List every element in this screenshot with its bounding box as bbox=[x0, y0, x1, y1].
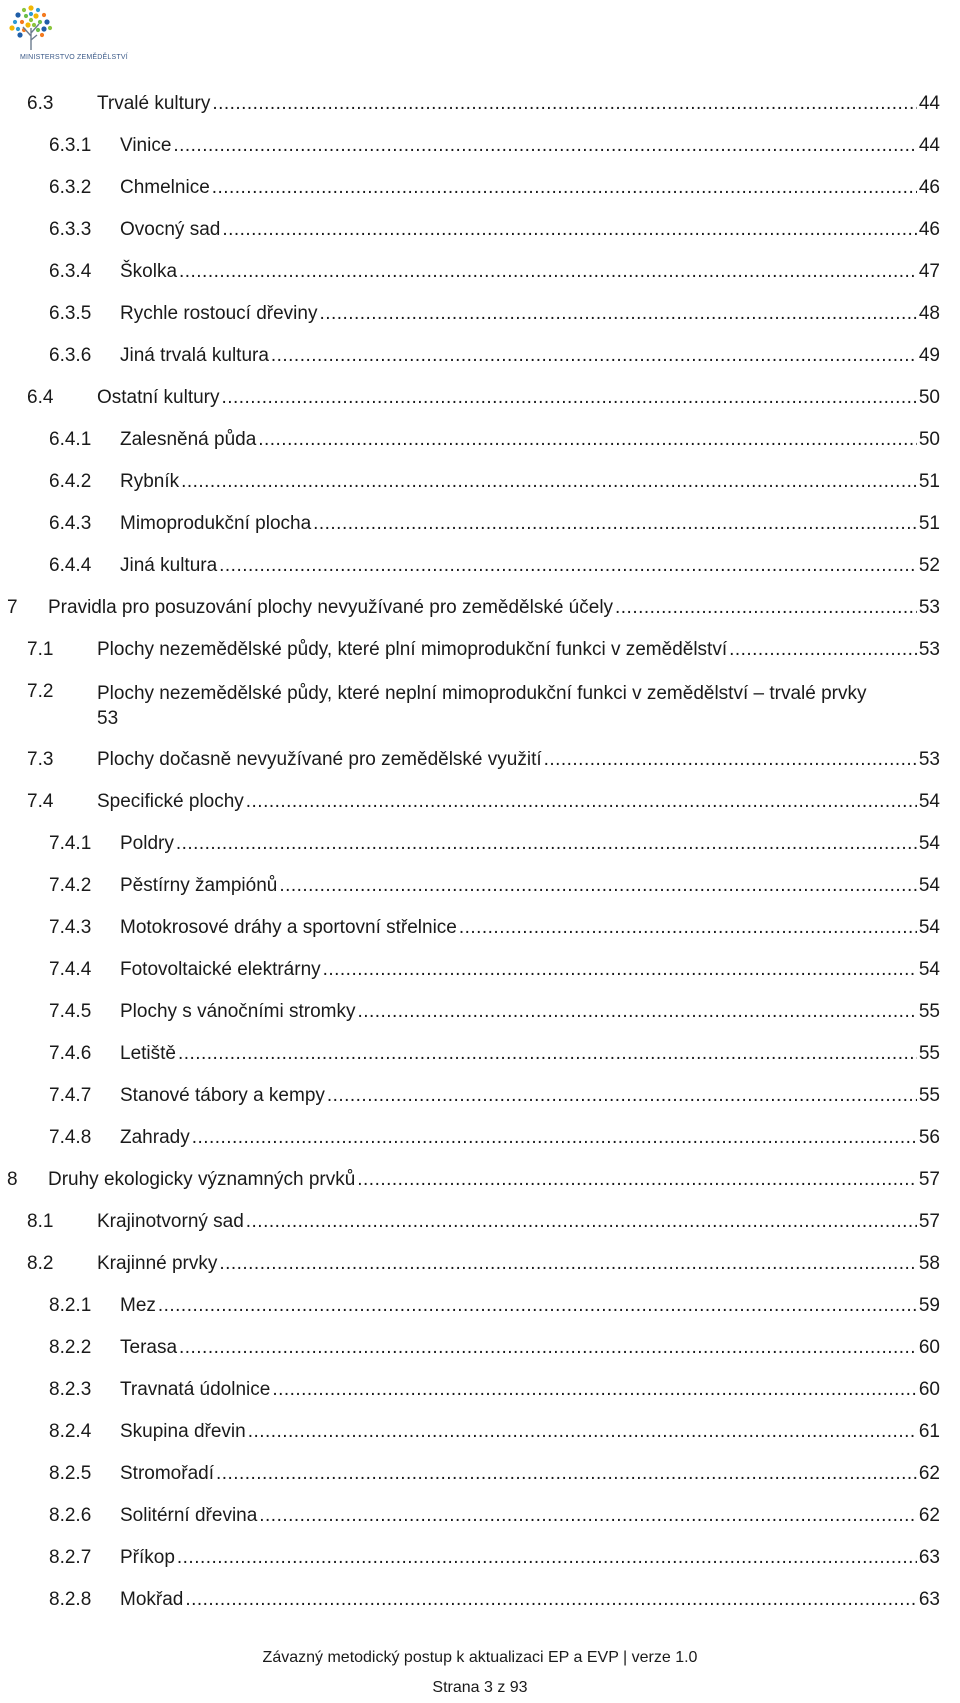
dot-leader bbox=[212, 177, 917, 199]
dot-leader bbox=[212, 93, 917, 115]
toc-entry[interactable] bbox=[0, 1370, 960, 1412]
logo-text: MINISTERSTVO ZEMĚDĚLSTVÍ bbox=[20, 54, 128, 61]
toc-entry-title: Mokřad bbox=[120, 1589, 184, 1610]
toc-entry[interactable] bbox=[0, 1286, 960, 1328]
toc-entry-number: 6.4.1 bbox=[49, 429, 92, 450]
toc-entry-page: 51 bbox=[918, 513, 940, 534]
footer-page-number: Strana 3 z 93 bbox=[432, 1679, 528, 1696]
toc-entry[interactable] bbox=[0, 908, 960, 950]
toc-entry-page: 55 bbox=[918, 1001, 940, 1022]
toc-entry-title: Specifické plochy bbox=[97, 791, 244, 812]
toc-entry[interactable] bbox=[0, 1496, 960, 1538]
toc-entry[interactable] bbox=[0, 546, 960, 588]
toc-entry-number: 7.4.2 bbox=[49, 875, 92, 896]
toc-entry[interactable] bbox=[0, 126, 960, 168]
toc-entry-title: Solitérní dřevina bbox=[120, 1505, 258, 1526]
toc-entry-page: 59 bbox=[918, 1295, 940, 1316]
toc-entry-number: 6.4.3 bbox=[49, 513, 92, 534]
toc-entry[interactable] bbox=[0, 252, 960, 294]
toc-entry-number: 6.4 bbox=[27, 387, 54, 408]
logo-leaf-dot bbox=[36, 28, 40, 32]
toc-entry[interactable] bbox=[0, 420, 960, 462]
toc-entry[interactable] bbox=[0, 1034, 960, 1076]
toc-entry-title: Vinice bbox=[120, 135, 172, 156]
ministry-logo bbox=[4, 2, 154, 70]
toc-entry-title: Rychle rostoucí dřeviny bbox=[120, 303, 318, 324]
toc-entry-number: 8.2.6 bbox=[49, 1505, 92, 1526]
dot-leader bbox=[158, 1295, 917, 1317]
logo-leaf-dot bbox=[36, 8, 40, 12]
toc-entry[interactable] bbox=[0, 336, 960, 378]
toc-entry-title: Školka bbox=[120, 261, 178, 282]
logo-leaf-dot bbox=[40, 33, 44, 37]
logo-leaf-dot bbox=[9, 25, 14, 30]
toc-entry-number: 8.2.7 bbox=[49, 1547, 92, 1568]
toc-entry-page: 55 bbox=[918, 1085, 940, 1106]
toc-entry-number: 6.3.5 bbox=[49, 303, 92, 324]
dot-leader bbox=[185, 1589, 917, 1611]
dot-leader bbox=[222, 387, 917, 409]
toc-entry-title: Zahrady bbox=[120, 1127, 190, 1148]
dot-leader bbox=[279, 875, 917, 897]
toc-entry-number: 7 bbox=[7, 597, 18, 618]
toc-entry[interactable] bbox=[0, 1244, 960, 1286]
toc-entry[interactable] bbox=[0, 1118, 960, 1160]
toc-entry-number: 6.3.3 bbox=[49, 219, 92, 240]
toc-entry[interactable] bbox=[0, 740, 960, 782]
dot-leader bbox=[327, 1085, 917, 1107]
toc-entry-page: 50 bbox=[918, 387, 940, 408]
toc-entry-page: 63 bbox=[918, 1547, 940, 1568]
logo-leaf-dot bbox=[29, 18, 33, 22]
toc-entry-number: 7.4.1 bbox=[49, 833, 92, 854]
toc-entry-title: Skupina dřevin bbox=[120, 1421, 246, 1442]
dot-leader bbox=[259, 1505, 917, 1527]
dot-leader bbox=[248, 1421, 917, 1443]
toc-entry-title: Terasa bbox=[120, 1337, 178, 1358]
dot-leader bbox=[177, 1547, 917, 1569]
toc-entry[interactable] bbox=[0, 462, 960, 504]
toc-entry-page: 44 bbox=[918, 93, 940, 114]
toc-entry-title: Příkop bbox=[120, 1547, 175, 1568]
toc-entry-title: Plochy dočasně nevyužívané pro zemědělské využití bbox=[97, 749, 542, 770]
toc-entry-number: 7.3 bbox=[27, 749, 54, 770]
toc-entry-page: 53 bbox=[918, 749, 940, 770]
toc-entry[interactable] bbox=[0, 84, 960, 126]
toc-entry[interactable] bbox=[0, 1538, 960, 1580]
toc-entry-number: 6.4.4 bbox=[49, 555, 92, 576]
logo-leaf-dot bbox=[13, 20, 17, 24]
dot-leader bbox=[246, 1211, 917, 1233]
dot-leader bbox=[258, 429, 917, 451]
toc-entry-page: 62 bbox=[918, 1463, 940, 1484]
toc-entry-title: Jiná trvalá kultura bbox=[120, 345, 269, 366]
toc-entry[interactable] bbox=[0, 1160, 960, 1202]
logo-leaf-dot bbox=[44, 19, 49, 24]
logo-leaf-dot bbox=[15, 12, 20, 17]
toc-entry[interactable] bbox=[0, 672, 960, 740]
toc-entry[interactable] bbox=[0, 504, 960, 546]
toc-entry-number: 8.2.3 bbox=[49, 1379, 92, 1400]
toc-entry-wrapped-text bbox=[97, 681, 940, 731]
toc-entry-page: 52 bbox=[918, 555, 940, 576]
dot-leader bbox=[313, 513, 917, 535]
dot-leader bbox=[219, 1253, 916, 1275]
logo-leaf-dot bbox=[24, 14, 28, 18]
toc-entry-number: 7.4.8 bbox=[49, 1127, 92, 1148]
toc-entry-title: Plochy nezemědělské půdy, které plní mimoprodukční funkci v zemědělství bbox=[97, 639, 728, 660]
toc-entry-number: 7.4.7 bbox=[49, 1085, 92, 1106]
toc-entry-number: 6.3 bbox=[27, 93, 54, 114]
toc-entry[interactable] bbox=[0, 588, 960, 630]
toc-entry-page: 54 bbox=[918, 959, 940, 980]
toc-entry-title: Poldry bbox=[120, 833, 174, 854]
toc-entry-number: 8.2.4 bbox=[49, 1421, 92, 1442]
toc-entry-number: 8 bbox=[7, 1169, 18, 1190]
logo-leaf-dot bbox=[42, 13, 46, 17]
toc-entry[interactable] bbox=[0, 1454, 960, 1496]
toc-entry-number: 8.2.1 bbox=[49, 1295, 92, 1316]
toc-entry-number: 7.1 bbox=[27, 639, 54, 660]
toc-entry-title: Trvalé kultury bbox=[97, 93, 211, 114]
toc-entry-title: Rybník bbox=[120, 471, 180, 492]
toc-entry-title: Fotovoltaické elektrárny bbox=[120, 959, 321, 980]
logo-leaf-dot bbox=[48, 26, 52, 30]
toc-entry-title: Jiná kultura bbox=[120, 555, 218, 576]
toc-entry-number: 7.4 bbox=[27, 791, 54, 812]
toc-entry-title: Letiště bbox=[120, 1043, 176, 1064]
toc-entry[interactable] bbox=[0, 1412, 960, 1454]
toc-entry-number: 6.3.4 bbox=[49, 261, 92, 282]
toc-entry-page: 44 bbox=[918, 135, 940, 156]
toc-entry[interactable] bbox=[0, 378, 960, 420]
toc-entry-page: 50 bbox=[918, 429, 940, 450]
logo-leaf-dot bbox=[28, 5, 33, 10]
dot-leader bbox=[357, 1169, 917, 1191]
dot-leader bbox=[219, 555, 917, 577]
toc-entry[interactable] bbox=[0, 824, 960, 866]
toc-entry-number: 6.3.1 bbox=[49, 135, 92, 156]
toc-entry-title: Druhy ekologicky významných prvků bbox=[48, 1169, 356, 1190]
toc-entry-title: Plochy nezemědělské půdy, které neplní mimoprodukční funkci v zemědělství – trvalé prvky bbox=[97, 683, 867, 704]
logo-leaf-dot bbox=[25, 22, 30, 27]
toc-entry-page: 54 bbox=[918, 875, 940, 896]
dot-leader bbox=[246, 791, 917, 813]
toc-entry-number: 7.4.5 bbox=[49, 1001, 92, 1022]
table-of-contents bbox=[0, 84, 960, 1622]
tree-logo-icon bbox=[6, 2, 56, 52]
toc-entry-page: 63 bbox=[918, 1589, 940, 1610]
toc-entry-page: 55 bbox=[918, 1043, 940, 1064]
toc-entry-number: 6.3.6 bbox=[49, 345, 92, 366]
toc-entry-number: 7.4.4 bbox=[49, 959, 92, 980]
toc-entry-page: 51 bbox=[918, 471, 940, 492]
dot-leader bbox=[173, 135, 916, 157]
toc-entry-page: 60 bbox=[918, 1337, 940, 1358]
toc-entry-page: 54 bbox=[918, 833, 940, 854]
logo-leaf-dot bbox=[41, 26, 46, 31]
toc-entry-title: Pravidla pro posuzování plochy nevyužívané pro zemědělské účely bbox=[48, 597, 614, 618]
toc-entry-page: 60 bbox=[918, 1379, 940, 1400]
toc-entry[interactable] bbox=[0, 950, 960, 992]
logo-leaf-dot bbox=[17, 32, 22, 37]
toc-entry[interactable] bbox=[0, 782, 960, 824]
toc-entry-number: 8.2 bbox=[27, 1253, 54, 1274]
logo-leaf-dot bbox=[22, 8, 26, 12]
toc-entry-number: 7.4.3 bbox=[49, 917, 92, 938]
toc-entry-number: 8.2.5 bbox=[49, 1463, 92, 1484]
toc-entry[interactable] bbox=[0, 210, 960, 252]
dot-leader bbox=[178, 1043, 917, 1065]
toc-entry-number: 8.2.8 bbox=[49, 1589, 92, 1610]
toc-entry[interactable] bbox=[0, 630, 960, 672]
toc-entry-title: Chmelnice bbox=[120, 177, 210, 198]
toc-entry-page: 54 bbox=[918, 791, 940, 812]
logo-leaf-dot bbox=[38, 20, 42, 24]
toc-entry-page: 53 bbox=[918, 597, 940, 618]
toc-entry-title: Plochy s vánočními stromky bbox=[120, 1001, 356, 1022]
dot-leader bbox=[176, 833, 917, 855]
toc-entry-number: 8.1 bbox=[27, 1211, 54, 1232]
toc-entry[interactable] bbox=[0, 1580, 960, 1622]
toc-entry-number: 6.3.2 bbox=[49, 177, 92, 198]
toc-entry[interactable] bbox=[0, 866, 960, 908]
logo-leaf-dot bbox=[16, 27, 20, 31]
toc-entry[interactable] bbox=[0, 1328, 960, 1370]
toc-entry-page: 48 bbox=[918, 303, 940, 324]
toc-entry-page: 62 bbox=[918, 1505, 940, 1526]
dot-leader bbox=[216, 1463, 917, 1485]
logo-leaf-dot bbox=[20, 20, 24, 24]
dot-leader bbox=[729, 639, 917, 661]
dot-leader bbox=[319, 303, 916, 325]
toc-entry[interactable] bbox=[0, 294, 960, 336]
toc-entry-page: 61 bbox=[918, 1421, 940, 1442]
toc-entry-page: 57 bbox=[918, 1211, 940, 1232]
toc-entry-title: Stromořadí bbox=[120, 1463, 214, 1484]
toc-entry[interactable] bbox=[0, 1076, 960, 1118]
dot-leader bbox=[271, 345, 917, 367]
dot-leader bbox=[357, 1001, 916, 1023]
toc-entry-title: Krajinné prvky bbox=[97, 1253, 218, 1274]
logo-leaf-dot bbox=[33, 13, 38, 18]
dot-leader bbox=[181, 471, 917, 493]
footer-document-title: Závazný metodický postup k aktualizaci EP a EVP | verze 1.0 bbox=[262, 1649, 698, 1666]
toc-entry-page: 58 bbox=[918, 1253, 940, 1274]
toc-entry-number: 8.2.2 bbox=[49, 1337, 92, 1358]
dot-leader bbox=[544, 749, 917, 771]
toc-entry-title: Travnatá údolnice bbox=[120, 1379, 271, 1400]
dot-leader bbox=[179, 261, 917, 283]
dot-leader bbox=[459, 917, 917, 939]
dot-leader bbox=[222, 219, 917, 241]
toc-entry-page: 49 bbox=[918, 345, 940, 366]
toc-entry-number: 7.4.6 bbox=[49, 1043, 92, 1064]
toc-entry-number: 6.4.2 bbox=[49, 471, 92, 492]
toc-entry-page: 54 bbox=[918, 917, 940, 938]
toc-entry[interactable] bbox=[0, 1202, 960, 1244]
toc-entry-title: Zalesněná půda bbox=[120, 429, 257, 450]
dot-leader bbox=[615, 597, 917, 619]
toc-entry-title: Ostatní kultury bbox=[97, 387, 220, 408]
toc-entry[interactable] bbox=[0, 992, 960, 1034]
toc-entry-title: Motokrosové dráhy a sportovní střelnice bbox=[120, 917, 457, 938]
toc-entry-title: Krajinotvorný sad bbox=[97, 1211, 244, 1232]
toc-entry-page: 46 bbox=[918, 177, 940, 198]
toc-entry-title: Ovocný sad bbox=[120, 219, 221, 240]
toc-entry-page: 46 bbox=[918, 219, 940, 240]
toc-entry-title: Stanové tábory a kempy bbox=[120, 1085, 325, 1106]
toc-entry[interactable] bbox=[0, 168, 960, 210]
toc-entry-page: 47 bbox=[918, 261, 940, 282]
toc-entry-page: 53 bbox=[918, 639, 940, 660]
dot-leader bbox=[323, 959, 917, 981]
toc-entry-page: 56 bbox=[918, 1127, 940, 1148]
toc-entry-title: Pěstírny žampiónů bbox=[120, 875, 278, 896]
toc-entry-number: 7.2 bbox=[27, 681, 54, 702]
dot-leader bbox=[272, 1379, 917, 1401]
dot-leader bbox=[192, 1127, 917, 1149]
toc-entry-page: 53 bbox=[97, 708, 119, 729]
logo-leaf-dot bbox=[32, 23, 36, 27]
toc-entry-page: 57 bbox=[918, 1169, 940, 1190]
toc-entry-title: Mez bbox=[120, 1295, 156, 1316]
dot-leader bbox=[179, 1337, 917, 1359]
logo-leaf-dot bbox=[29, 12, 33, 16]
toc-entry-title: Mimoprodukční plocha bbox=[120, 513, 312, 534]
